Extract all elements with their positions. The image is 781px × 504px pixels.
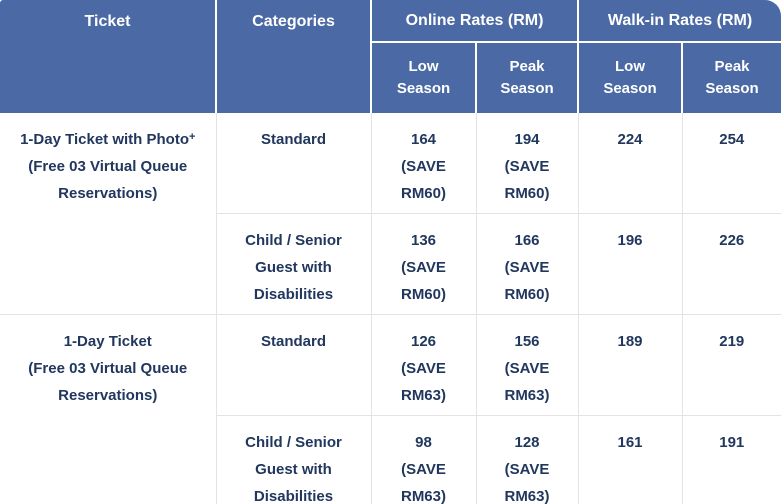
ticket-name: 1-Day Ticket with Photo bbox=[20, 131, 189, 148]
rate-value: 136 bbox=[410, 232, 437, 249]
season-label: Peak Season bbox=[500, 57, 554, 97]
save-note: (SAVE RM60) bbox=[400, 158, 446, 202]
ticket-note: (Free 03 Virtual Queue Reservations) bbox=[28, 360, 188, 404]
online-peak-rate-cell bbox=[476, 315, 578, 416]
save-note: (SAVE RM60) bbox=[504, 259, 550, 303]
online-peak-rate-cell bbox=[476, 113, 578, 214]
rate-value: 98 bbox=[415, 434, 432, 451]
season-label: Low Season bbox=[603, 57, 657, 97]
rate-value: 161 bbox=[617, 434, 643, 451]
online-low-rate-cell bbox=[371, 113, 476, 214]
category-cell bbox=[216, 214, 371, 315]
walkin-low-rate-cell bbox=[578, 416, 682, 504]
rate-value: 219 bbox=[719, 333, 745, 350]
walkin-low-rate-cell bbox=[578, 214, 682, 315]
season-label: Peak Season bbox=[705, 57, 759, 97]
walkin-peak-rate-cell bbox=[682, 315, 781, 416]
ticket-name-cell bbox=[0, 315, 216, 504]
ticket-name-cell bbox=[0, 113, 216, 315]
save-note: (SAVE RM60) bbox=[400, 259, 446, 303]
rate-value: 254 bbox=[719, 131, 745, 148]
column-header-ticket: Ticket bbox=[0, 0, 216, 113]
season-label: Low Season bbox=[396, 57, 451, 97]
rate-value: 128 bbox=[514, 434, 540, 451]
save-note: (SAVE RM63) bbox=[400, 360, 446, 404]
rate-value: 156 bbox=[514, 333, 540, 350]
category-label: Child / Senior Guest with Disabilities bbox=[245, 434, 342, 504]
rate-value: 194 bbox=[514, 131, 540, 148]
rate-value: 189 bbox=[617, 333, 643, 350]
rate-value: 126 bbox=[410, 333, 437, 350]
online-low-rate-cell bbox=[371, 214, 476, 315]
save-note: (SAVE RM63) bbox=[504, 360, 550, 404]
online-peak-rate-cell bbox=[476, 214, 578, 315]
walkin-low-rate-cell bbox=[578, 113, 682, 214]
column-header-categories: Categories bbox=[216, 0, 371, 113]
rate-value: 224 bbox=[617, 131, 643, 148]
table-row bbox=[0, 113, 781, 214]
table-row bbox=[0, 315, 781, 416]
rate-value: 191 bbox=[719, 434, 745, 451]
rate-value: 196 bbox=[617, 232, 643, 249]
ticket-superscript: + bbox=[188, 131, 196, 143]
save-note: (SAVE RM63) bbox=[504, 461, 550, 504]
category-cell bbox=[216, 416, 371, 504]
rate-value: 226 bbox=[719, 232, 745, 249]
column-header-walkin-peak-season bbox=[682, 42, 781, 113]
walkin-peak-rate-cell bbox=[682, 214, 781, 315]
save-note: (SAVE RM63) bbox=[400, 461, 446, 504]
rate-value: 164 bbox=[410, 131, 437, 148]
category-cell bbox=[216, 315, 371, 416]
walkin-peak-rate-cell bbox=[682, 113, 781, 214]
column-header-walkin-low-season bbox=[578, 42, 682, 113]
category-label: Standard bbox=[260, 131, 326, 148]
column-header-online-low-season bbox=[371, 42, 476, 113]
column-header-online-peak-season bbox=[476, 42, 578, 113]
save-note: (SAVE RM60) bbox=[504, 158, 550, 202]
walkin-peak-rate-cell bbox=[682, 416, 781, 504]
online-low-rate-cell bbox=[371, 416, 476, 504]
walkin-low-rate-cell bbox=[578, 315, 682, 416]
column-header-walkin-rates: Walk-in Rates (RM) bbox=[578, 0, 781, 42]
category-label: Child / Senior Guest with Disabilities bbox=[245, 232, 342, 303]
category-label: Standard bbox=[260, 333, 326, 350]
online-low-rate-cell bbox=[371, 315, 476, 416]
ticket-name: 1-Day Ticket bbox=[63, 333, 152, 350]
rate-value: 166 bbox=[514, 232, 540, 249]
ticket-note: (Free 03 Virtual Queue Reservations) bbox=[28, 158, 188, 202]
category-cell bbox=[216, 113, 371, 214]
online-peak-rate-cell bbox=[476, 416, 578, 504]
column-header-online-rates: Online Rates (RM) bbox=[371, 0, 578, 42]
